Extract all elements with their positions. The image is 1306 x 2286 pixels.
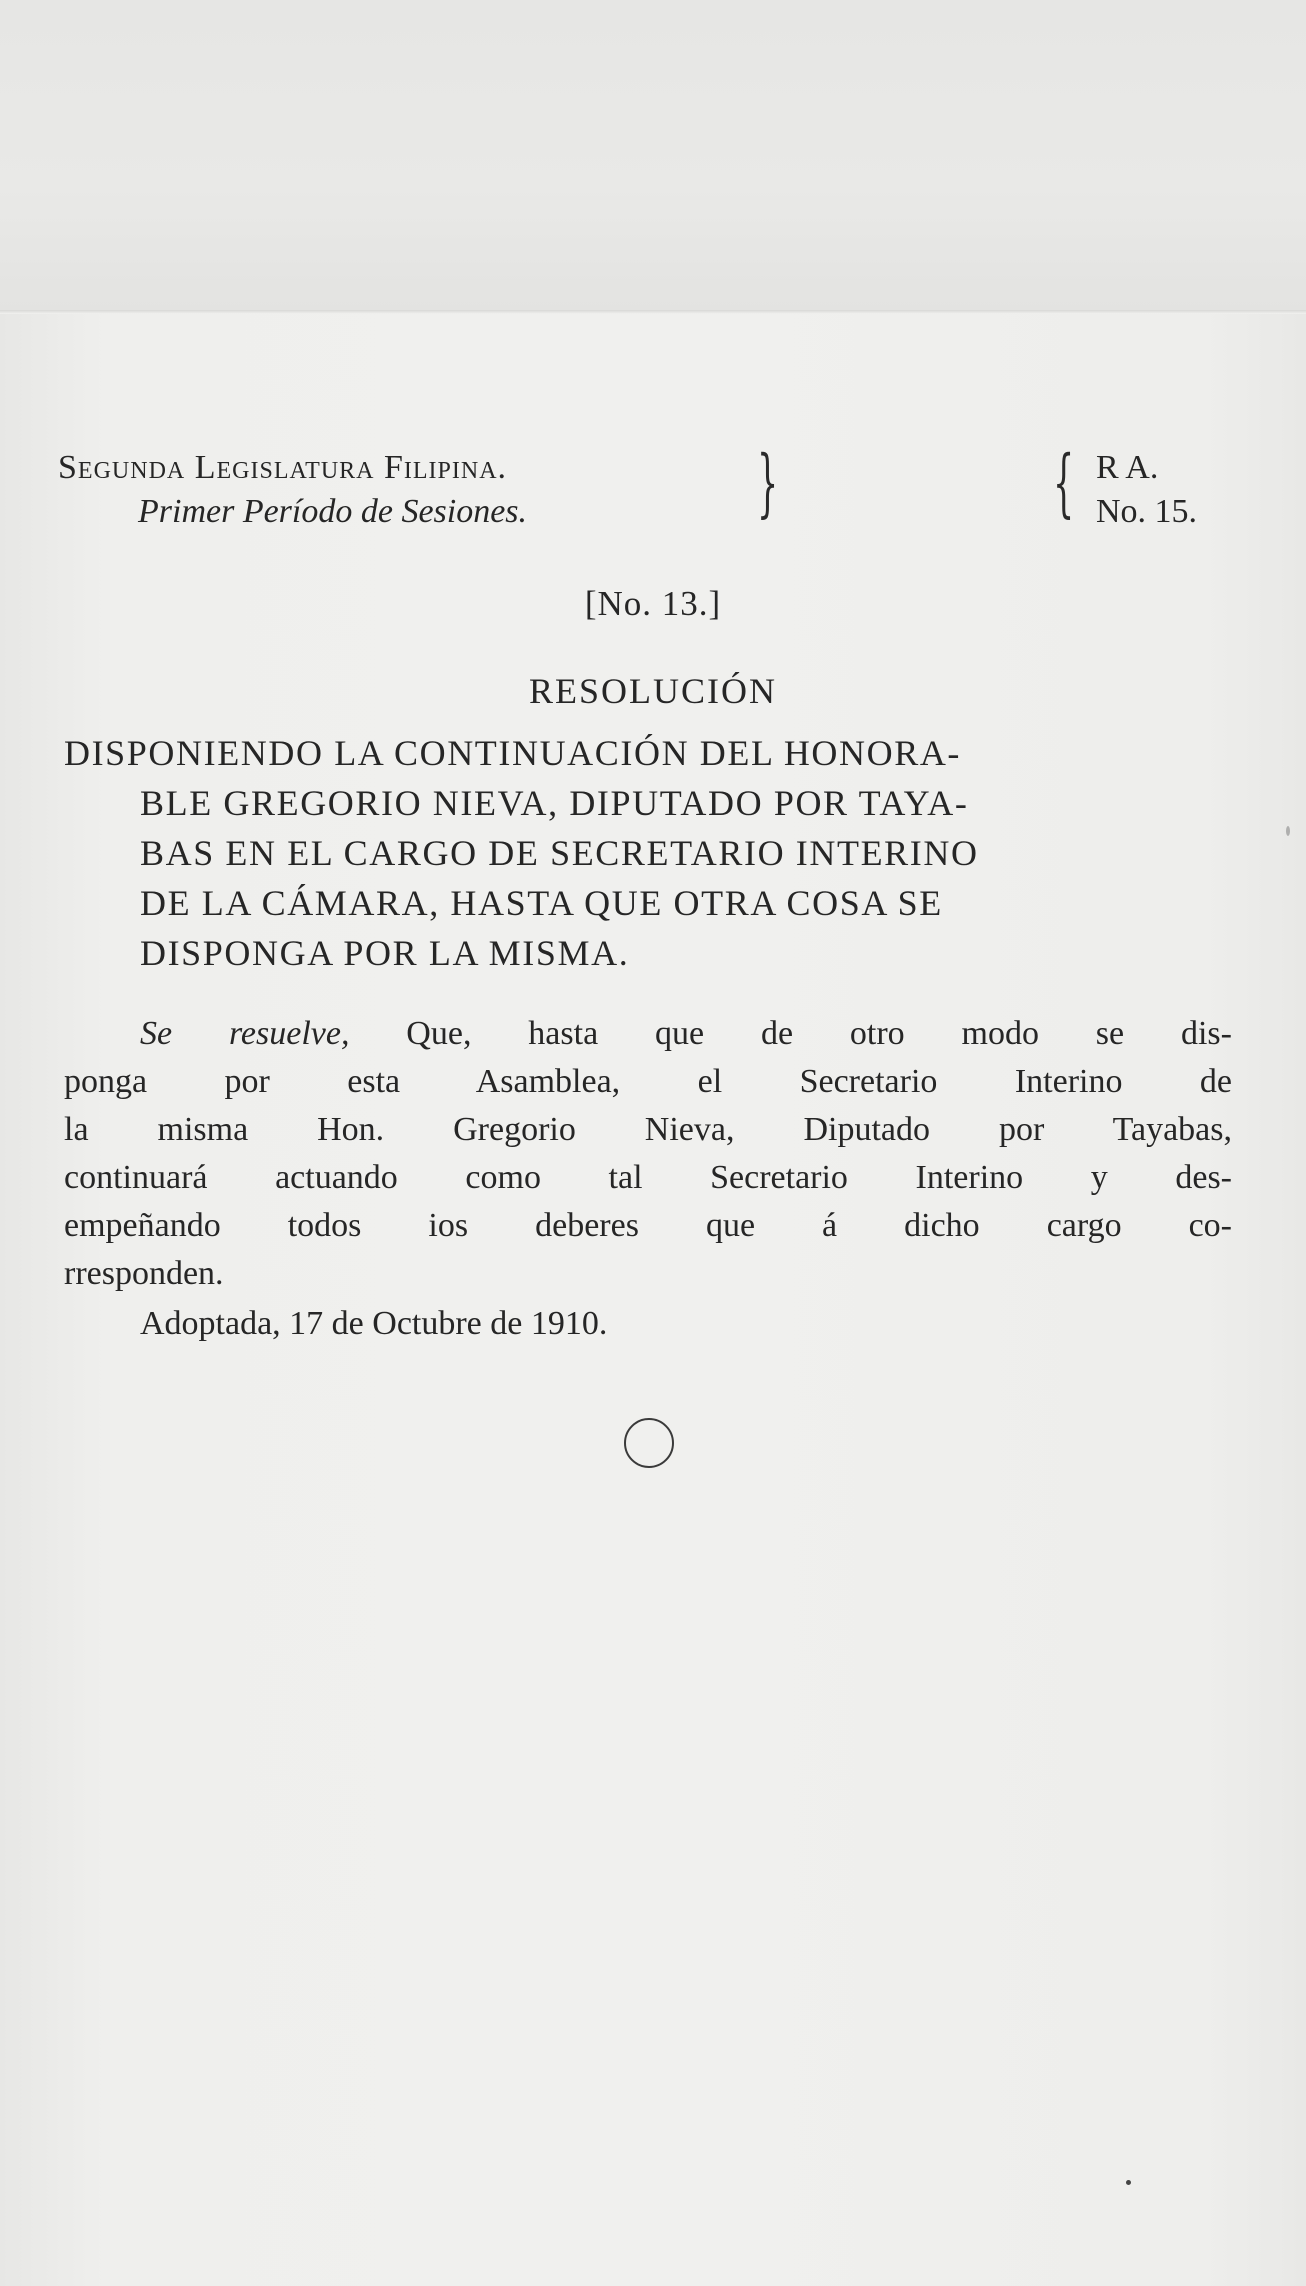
body-line: rresponden. xyxy=(64,1255,224,1292)
header-reference-block xyxy=(1096,446,1296,534)
body-line-text: Que, hasta que de otro modo se dis- xyxy=(349,1015,1232,1052)
document-title: RESOLUCIÓN xyxy=(528,671,777,711)
subject-line: BLE GREGORIO NIEVA, DIPUTADO POR TAYA- xyxy=(140,783,969,823)
adoption-date: Adoptada, 17 de Octubre de 1910. xyxy=(140,1305,608,1342)
body-line xyxy=(64,1010,1232,1058)
ink-speck xyxy=(1126,2180,1131,2185)
body-line: ponga por esta Asamblea, el Secretario Interino de xyxy=(64,1063,1232,1100)
brace-right-icon: { xyxy=(1052,440,1075,526)
resolution-body xyxy=(64,1010,1232,1298)
subject-line: DISPONGA POR LA MISMA. xyxy=(140,933,630,973)
subject-line: DISPONIENDO LA CONTINUACIÓN DEL HONORA- xyxy=(64,733,962,773)
page-top-strip xyxy=(0,0,1306,312)
reference-code: R A. xyxy=(1096,449,1159,486)
brace-left-icon: } xyxy=(756,440,779,526)
subject-line: BAS EN EL CARGO DE SECRETARIO INTERINO xyxy=(140,833,979,873)
body-line: continuará actuando como tal Secretario Interino y des- xyxy=(64,1159,1232,1196)
document-number: [No. 13.] xyxy=(584,584,722,623)
resolution-subject xyxy=(64,728,1232,978)
session-period: Primer Período de Sesiones. xyxy=(138,493,528,530)
resolves-phrase: Se resuelve, xyxy=(140,1015,350,1052)
body-line: empeñando todos ios deberes que á dicho cargo co- xyxy=(64,1207,1232,1244)
body-line: la misma Hon. Gregorio Nieva, Diputado por Tayabas, xyxy=(64,1111,1232,1148)
reference-number: No. 15. xyxy=(1096,493,1198,530)
legislature-name: Segunda Legislatura Filipina. xyxy=(58,449,508,486)
subject-line: DE LA CÁMARA, HASTA QUE OTRA COSA SE xyxy=(140,883,943,923)
header-legislature-block xyxy=(58,440,779,534)
circle-ornament-icon xyxy=(624,1418,674,1468)
ink-speck xyxy=(1286,826,1290,836)
